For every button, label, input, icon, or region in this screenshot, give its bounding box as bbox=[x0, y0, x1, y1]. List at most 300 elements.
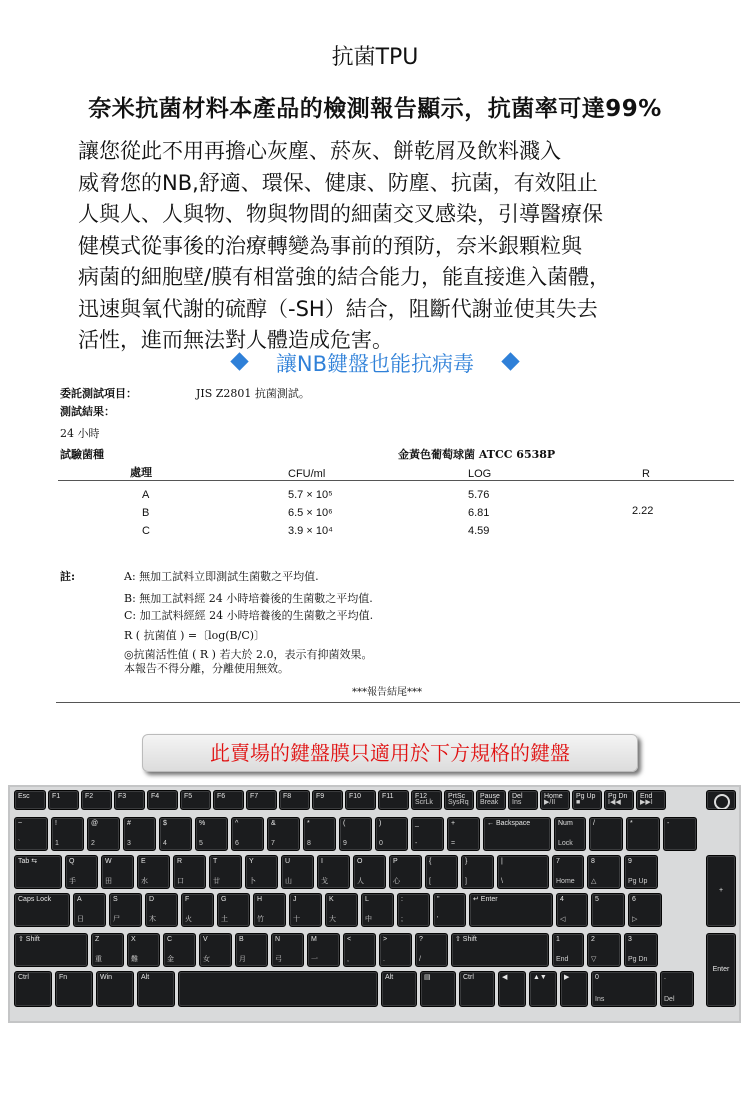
keyboard-key bbox=[180, 790, 211, 810]
keyboard-key bbox=[65, 855, 98, 889]
cell-treatment: A bbox=[142, 489, 150, 501]
keyboard-key bbox=[540, 790, 570, 810]
subhead bbox=[0, 348, 750, 378]
keyboard-key bbox=[181, 893, 214, 927]
key-label: N bbox=[275, 936, 281, 943]
keyboard-key bbox=[626, 817, 660, 851]
key-label: X bbox=[131, 936, 136, 943]
key-label: H bbox=[257, 896, 263, 903]
key-sublabel: △ bbox=[591, 878, 597, 885]
keyboard-key bbox=[552, 933, 584, 967]
keyboard-key bbox=[281, 855, 314, 889]
cell-cfu: 6.5 × 10⁶ bbox=[288, 507, 333, 519]
key-sublabel: 日 bbox=[77, 916, 84, 923]
key-label: Pg Dn bbox=[608, 793, 628, 800]
key-sublabel: 廿 bbox=[213, 878, 220, 885]
key-label: 7 bbox=[556, 858, 560, 865]
keyboard-key bbox=[51, 817, 84, 851]
cell-log: 6.81 bbox=[468, 507, 490, 519]
key-label: G bbox=[221, 896, 227, 903]
keyboard-key bbox=[14, 933, 88, 967]
key-sublabel: ▷ bbox=[632, 916, 638, 923]
key-label: 2 bbox=[591, 936, 595, 943]
keyboard-key bbox=[552, 855, 584, 889]
key-label: / bbox=[593, 820, 595, 827]
key-label: F4 bbox=[151, 793, 160, 800]
cell-log: 5.76 bbox=[468, 489, 490, 501]
key-label: ^ bbox=[235, 820, 239, 827]
keyboard-key bbox=[235, 933, 268, 967]
key-sublabel: 山 bbox=[285, 878, 292, 885]
key-label: F3 bbox=[118, 793, 127, 800]
keyboard-key bbox=[587, 933, 621, 967]
key-label: F12 bbox=[415, 793, 428, 800]
key-label: { bbox=[429, 858, 432, 865]
keyboard-key bbox=[345, 790, 376, 810]
key-label: Caps Lock bbox=[18, 896, 52, 903]
key-sublabel: 木 bbox=[149, 916, 156, 923]
key-sublabel: 大 bbox=[329, 916, 336, 923]
keyboard-key bbox=[451, 933, 549, 967]
keyboard-key bbox=[137, 971, 175, 1007]
note-line: C: 加工試料經經 24 小時培養後的生菌數之平均值. bbox=[124, 609, 374, 622]
keyboard-key bbox=[14, 790, 46, 810]
keyboard-key bbox=[173, 855, 206, 889]
keyboard-key bbox=[572, 790, 602, 810]
key-sublabel: 一 bbox=[311, 956, 318, 963]
keyboard-key bbox=[217, 893, 250, 927]
cell-log: 4.59 bbox=[468, 525, 490, 537]
key-sublabel: I◀◀ bbox=[608, 799, 621, 806]
keyboard-key bbox=[498, 971, 526, 1007]
key-label: V bbox=[203, 936, 208, 943]
key-label: ◀ bbox=[502, 974, 508, 981]
keyboard-key bbox=[48, 790, 79, 810]
key-label: C bbox=[167, 936, 173, 943]
key-sublabel: Lock bbox=[558, 840, 573, 847]
key-label: - bbox=[667, 820, 670, 827]
key-label: Alt bbox=[385, 974, 394, 981]
keyboard-key bbox=[560, 971, 588, 1007]
key-label: ) bbox=[379, 820, 382, 827]
key-label: P bbox=[393, 858, 398, 865]
key-sublabel: ` bbox=[18, 840, 21, 847]
key-label: ~ bbox=[18, 820, 23, 827]
note-line: A: 無加工試料立即測試生菌數之平均值. bbox=[124, 570, 319, 583]
key-label: Z bbox=[95, 936, 100, 943]
key-sublabel: , bbox=[347, 956, 349, 963]
keyboard-key bbox=[554, 817, 586, 851]
duration: 24 小時 bbox=[60, 427, 100, 440]
diamond-icon bbox=[230, 352, 248, 370]
key-label: A bbox=[77, 896, 82, 903]
key-sublabel: 口 bbox=[177, 878, 184, 885]
keyboard-key bbox=[267, 817, 300, 851]
key-sublabel: 3 bbox=[127, 840, 131, 847]
key-label: * bbox=[307, 820, 310, 827]
headline: 奈米抗菌材料本產品的檢測報告顯示，抗菌率可達99% bbox=[88, 96, 662, 122]
key-label: Ctrl bbox=[18, 974, 29, 981]
key-sublabel: 4 bbox=[163, 840, 167, 847]
key-sublabel: ▽ bbox=[591, 956, 597, 963]
key-label: M bbox=[311, 936, 317, 943]
key-label: Pg Up bbox=[576, 793, 596, 800]
key-sublabel: Ins bbox=[595, 996, 605, 1003]
key-sublabel: 卜 bbox=[249, 878, 256, 885]
key-label: Num bbox=[558, 820, 573, 827]
diamond-icon bbox=[501, 352, 519, 370]
note-line: B: 無加工試料經 24 小時培養後的生菌數之平均值. bbox=[124, 592, 373, 605]
key-sublabel: ' bbox=[437, 916, 439, 923]
key-label: & bbox=[271, 820, 276, 827]
keyboard-key bbox=[624, 855, 658, 889]
key-label: F8 bbox=[283, 793, 292, 800]
keyboard-photo bbox=[8, 785, 741, 1023]
power-button-key bbox=[706, 790, 736, 810]
table-header-r: R bbox=[642, 468, 650, 480]
keyboard-key bbox=[476, 790, 506, 810]
key-label: W bbox=[105, 858, 112, 865]
key-sublabel: Ins bbox=[512, 799, 522, 806]
key-sublabel: 弓 bbox=[275, 956, 282, 963]
key-label: B bbox=[239, 936, 244, 943]
intro-line: 迅速與氧代謝的硫醇（-SH）結合，阻斷代謝並使其失去 bbox=[78, 296, 598, 321]
key-label: 3 bbox=[628, 936, 632, 943]
key-label: K bbox=[329, 896, 334, 903]
keyboard-key bbox=[231, 817, 264, 851]
key-label: ← Backspace bbox=[487, 820, 531, 827]
keyboard-key bbox=[381, 971, 417, 1007]
keyboard-key bbox=[178, 971, 378, 1007]
key-sublabel: Home bbox=[556, 878, 575, 885]
keyboard-key bbox=[660, 971, 694, 1007]
key-label: End bbox=[640, 793, 653, 800]
key-label: U bbox=[285, 858, 291, 865]
key-sublabel: Pg Dn bbox=[628, 956, 648, 963]
key-label: F6 bbox=[217, 793, 226, 800]
keyboard-key bbox=[447, 817, 480, 851]
key-sublabel: 女 bbox=[203, 956, 210, 963]
keyboard-key bbox=[591, 971, 657, 1007]
keyboard-key bbox=[312, 790, 343, 810]
key-sublabel: [ bbox=[429, 878, 431, 885]
result-label: 測試結果： bbox=[60, 405, 115, 418]
item-label: 委託測試項目： bbox=[60, 387, 137, 400]
keyboard-key bbox=[497, 855, 549, 889]
keyboard-key bbox=[213, 790, 244, 810]
keyboard-key bbox=[587, 855, 621, 889]
key-label: F5 bbox=[184, 793, 193, 800]
keyboard-key bbox=[636, 790, 666, 810]
table-header-log: LOG bbox=[468, 468, 492, 480]
keyboard-key bbox=[361, 893, 394, 927]
key-sublabel: 8 bbox=[307, 840, 311, 847]
key-sublabel: 月 bbox=[239, 956, 246, 963]
note-line: ◎抗菌活性值 ( R ) 若大於 2.0，表示有抑菌效果。 bbox=[124, 648, 373, 661]
key-label: F10 bbox=[349, 793, 362, 800]
key-sublabel: 火 bbox=[185, 916, 192, 923]
key-label: F2 bbox=[85, 793, 94, 800]
keyboard-key bbox=[469, 893, 553, 927]
key-label: Esc bbox=[18, 793, 30, 800]
keyboard-key bbox=[14, 971, 52, 1007]
keyboard-key bbox=[397, 893, 430, 927]
key-sublabel: 重 bbox=[95, 956, 102, 963]
key-label: _ bbox=[415, 820, 419, 827]
keyboard-key bbox=[415, 933, 448, 967]
key-label: ⇧ Shift bbox=[18, 936, 40, 943]
key-label: J bbox=[293, 896, 297, 903]
key-label: $ bbox=[163, 820, 167, 827]
keyboard-key bbox=[145, 893, 178, 927]
key-label: Enter bbox=[712, 966, 730, 973]
key-label: Del bbox=[512, 793, 523, 800]
key-sublabel: SysRq bbox=[448, 799, 469, 806]
key-sublabel: 戈 bbox=[321, 878, 328, 885]
key-label: 9 bbox=[628, 858, 632, 865]
subhead-text: 讓NB鍵盤也能抗病毒 bbox=[275, 352, 475, 376]
key-sublabel: Break bbox=[480, 799, 499, 806]
keyboard-key bbox=[420, 971, 456, 1007]
keyboard-key bbox=[163, 933, 196, 967]
key-sublabel: 金 bbox=[167, 956, 174, 963]
key-sublabel: 1 bbox=[55, 840, 59, 847]
key-label: ? bbox=[419, 936, 423, 943]
keyboard-key bbox=[425, 855, 458, 889]
key-label: S bbox=[113, 896, 118, 903]
key-label: O bbox=[357, 858, 363, 865]
keyboard-key bbox=[101, 855, 134, 889]
key-sublabel: ■ bbox=[576, 799, 581, 806]
key-label: 1 bbox=[556, 936, 560, 943]
keyboard-key bbox=[508, 790, 538, 810]
note-line: 本報告不得分離，分離使用無效。 bbox=[124, 662, 289, 675]
intro-paragraph bbox=[78, 136, 718, 357]
key-label: Home bbox=[544, 793, 563, 800]
keyboard-key bbox=[14, 855, 62, 889]
key-sublabel: Pg Up bbox=[628, 878, 648, 885]
keyboard-key bbox=[114, 790, 145, 810]
key-sublabel: 十 bbox=[293, 916, 300, 923]
key-label: ▤ bbox=[424, 974, 431, 981]
key-sublabel: 2 bbox=[91, 840, 95, 847]
keyboard-key bbox=[444, 790, 474, 810]
key-label: Tab ⇆ bbox=[18, 858, 38, 865]
keyboard-key bbox=[461, 855, 494, 889]
key-label: ▶ bbox=[564, 974, 570, 981]
strain-label: 試驗菌種 bbox=[60, 448, 104, 461]
keyboard-key bbox=[127, 933, 160, 967]
key-label: R bbox=[177, 858, 183, 865]
keyboard-key bbox=[195, 817, 228, 851]
numpad-tall-key bbox=[706, 855, 736, 927]
intro-line: 讓您從此不用再擔心灰塵、菸灰、餅乾屑及飲料濺入 bbox=[78, 139, 561, 163]
key-sublabel: ▶▶I bbox=[640, 799, 653, 806]
keyboard-key bbox=[123, 817, 156, 851]
keyboard-key bbox=[81, 790, 112, 810]
keyboard-key bbox=[378, 790, 409, 810]
power-icon bbox=[714, 794, 730, 810]
intro-line: 健模式從事後的治療轉變為事前的預防，奈米銀顆粒與 bbox=[78, 233, 582, 258]
key-label: D bbox=[149, 896, 155, 903]
intro-line: 病菌的細胞壁/膜有相當強的結合能力，能直接進入菌體， bbox=[78, 265, 611, 289]
keyboard-key bbox=[529, 971, 557, 1007]
key-sublabel: 竹 bbox=[257, 916, 264, 923]
page-title: 抗菌TPU bbox=[331, 45, 419, 70]
keyboard-key bbox=[589, 817, 623, 851]
intro-line: 威脅您的NB,舒適、環保、健康、防塵、抗菌，有效阻止 bbox=[78, 170, 598, 195]
keyboard-key bbox=[253, 893, 286, 927]
table-header-cfu: CFU/ml bbox=[288, 468, 326, 480]
key-sublabel: 土 bbox=[221, 916, 228, 923]
note-label: 註: bbox=[60, 570, 76, 583]
keyboard-key bbox=[375, 817, 408, 851]
key-label: 4 bbox=[560, 896, 564, 903]
keyboard-key bbox=[343, 933, 376, 967]
keyboard-key bbox=[624, 933, 658, 967]
key-label: Y bbox=[249, 858, 254, 865]
keyboard-key bbox=[159, 817, 192, 851]
key-label: Fn bbox=[59, 974, 68, 981]
keyboard-key bbox=[411, 790, 442, 810]
key-sublabel: ScrLk bbox=[415, 799, 433, 806]
key-label: F11 bbox=[382, 793, 394, 800]
key-sublabel: Del bbox=[664, 996, 675, 1003]
keyboard-key bbox=[591, 893, 625, 927]
key-sublabel: ] bbox=[465, 878, 467, 885]
key-sublabel: 中 bbox=[365, 916, 372, 923]
key-label: @ bbox=[91, 820, 99, 827]
keyboard-key bbox=[246, 790, 277, 810]
key-label: F7 bbox=[250, 793, 259, 800]
cell-cfu: 5.7 × 10⁵ bbox=[288, 489, 333, 501]
key-label: | bbox=[501, 858, 503, 865]
intro-line: 人與人、人與物、物與物間的細菌交叉感染，引導醫療保 bbox=[78, 202, 603, 226]
report-rule bbox=[56, 702, 740, 703]
key-sublabel: 6 bbox=[235, 840, 239, 847]
key-label: 8 bbox=[591, 858, 595, 865]
keyboard-key bbox=[433, 893, 466, 927]
key-label: } bbox=[465, 858, 468, 865]
keyboard-key bbox=[14, 817, 48, 851]
key-label: I bbox=[321, 858, 323, 865]
keyboard-key bbox=[87, 817, 120, 851]
key-sublabel: / bbox=[419, 956, 421, 963]
keyboard-key bbox=[73, 893, 106, 927]
keyboard-key bbox=[483, 817, 551, 851]
keyboard-key bbox=[199, 933, 232, 967]
key-label: T bbox=[213, 858, 218, 865]
key-label: * bbox=[630, 820, 633, 827]
key-label: " bbox=[437, 896, 440, 903]
key-label: F1 bbox=[52, 793, 61, 800]
key-label: . bbox=[664, 974, 666, 981]
keyboard-key bbox=[147, 790, 178, 810]
key-sublabel: ▶/II bbox=[544, 799, 556, 806]
keyboard-key bbox=[556, 893, 588, 927]
table-header-treatment: 處理 bbox=[130, 466, 152, 479]
key-sublabel: 0 bbox=[379, 840, 383, 847]
keyboard-key bbox=[303, 817, 336, 851]
keyboard-key bbox=[91, 933, 124, 967]
key-label: 6 bbox=[632, 896, 636, 903]
keyboard-key bbox=[96, 971, 134, 1007]
key-sublabel: 心 bbox=[393, 878, 400, 885]
key-label: < bbox=[347, 936, 352, 943]
key-label: + bbox=[451, 820, 456, 827]
keyboard-key bbox=[604, 790, 634, 810]
key-sublabel: 水 bbox=[141, 878, 148, 885]
key-label: F bbox=[185, 896, 190, 903]
key-sublabel: 尸 bbox=[113, 916, 120, 923]
table-rule bbox=[58, 480, 734, 481]
keyboard-key bbox=[628, 893, 662, 927]
key-label: > bbox=[383, 936, 388, 943]
keyboard-key bbox=[109, 893, 142, 927]
key-sublabel: 難 bbox=[131, 956, 138, 963]
keyboard-key bbox=[379, 933, 412, 967]
keyboard-key bbox=[245, 855, 278, 889]
cell-r: 2.22 bbox=[632, 505, 654, 517]
key-label: F9 bbox=[316, 793, 325, 800]
key-label: + bbox=[718, 887, 724, 894]
key-label: Q bbox=[69, 858, 75, 865]
keyboard-key bbox=[55, 971, 93, 1007]
keyboard-key bbox=[271, 933, 304, 967]
key-sublabel: ; bbox=[401, 916, 403, 923]
keyboard-key bbox=[279, 790, 310, 810]
key-label: 5 bbox=[595, 896, 599, 903]
end-mark: ***報告結尾*** bbox=[352, 687, 422, 698]
key-sublabel: ◁ bbox=[560, 916, 566, 923]
key-label: ▲▼ bbox=[533, 974, 547, 981]
key-sublabel: \ bbox=[501, 878, 503, 885]
key-label: Alt bbox=[141, 974, 150, 981]
key-sublabel: End bbox=[556, 956, 569, 963]
item-value: JIS Z2801 抗菌測試。 bbox=[196, 387, 310, 400]
keyboard-key bbox=[307, 933, 340, 967]
key-sublabel: 7 bbox=[271, 840, 275, 847]
key-sublabel: . bbox=[383, 956, 385, 963]
key-label: E bbox=[141, 858, 146, 865]
cell-cfu: 3.9 × 10⁴ bbox=[288, 525, 333, 537]
strain-value: 金黃色葡萄球菌 ATCC 6538P bbox=[398, 448, 556, 461]
intro-line: 活性，進而無法對人體造成危害。 bbox=[78, 328, 393, 352]
key-sublabel: 9 bbox=[343, 840, 347, 847]
keyboard-key bbox=[289, 893, 322, 927]
keyboard-key bbox=[137, 855, 170, 889]
key-label: Pause bbox=[480, 793, 500, 800]
key-label: ↵ Enter bbox=[473, 896, 498, 903]
key-sublabel: 人 bbox=[357, 878, 364, 885]
key-sublabel: - bbox=[415, 840, 418, 847]
keyboard-key bbox=[411, 817, 444, 851]
keyboard-key bbox=[325, 893, 358, 927]
keyboard-key bbox=[209, 855, 242, 889]
key-label: Win bbox=[100, 974, 113, 981]
key-label: % bbox=[199, 820, 206, 827]
key-sublabel: = bbox=[451, 840, 456, 847]
numpad-tall-key bbox=[706, 933, 736, 1007]
key-label: PrtSc bbox=[448, 793, 466, 800]
keyboard-key bbox=[389, 855, 422, 889]
key-label: Ctrl bbox=[463, 974, 474, 981]
key-label: L bbox=[365, 896, 369, 903]
key-sublabel: 手 bbox=[69, 878, 76, 885]
keyboard-key bbox=[353, 855, 386, 889]
key-sublabel: 5 bbox=[199, 840, 203, 847]
key-sublabel: 田 bbox=[105, 878, 112, 885]
